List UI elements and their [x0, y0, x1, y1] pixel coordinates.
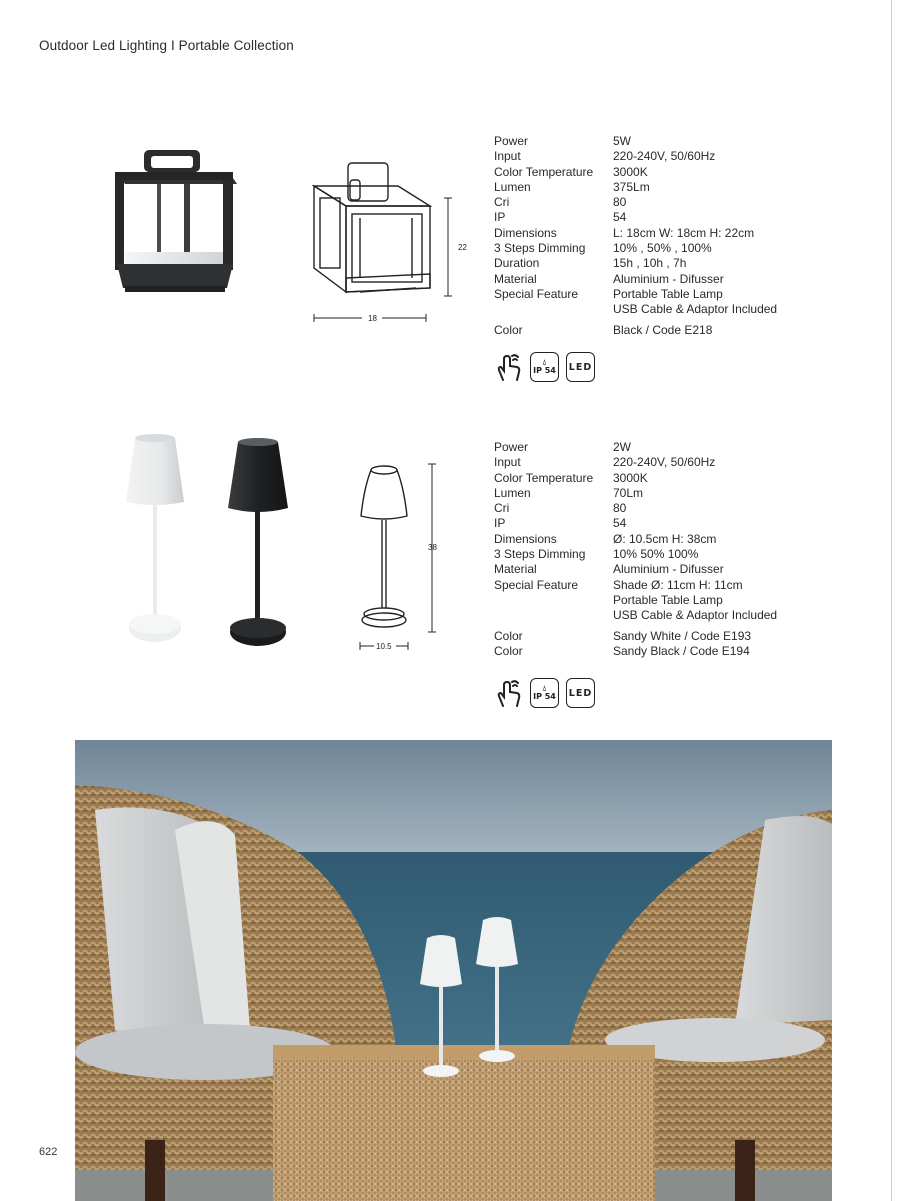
table-lamp-feature-badges — [494, 678, 595, 708]
spec-row — [494, 226, 814, 241]
spec-label: Lumen — [494, 485, 531, 500]
spec-label: Material — [494, 562, 537, 577]
spec-label: Color — [494, 322, 523, 337]
spec-label: Input — [494, 455, 521, 470]
spec-row — [494, 440, 814, 455]
spec-value: 5W — [613, 134, 631, 148]
spec-value: 10% , 50% , 100% — [613, 241, 712, 256]
lantern-photo — [97, 140, 255, 300]
spec-value: 54 — [613, 210, 627, 225]
spec-row — [494, 256, 814, 271]
spec-row — [494, 562, 814, 577]
lantern-height-label: 22 — [458, 243, 467, 252]
spec-label: IP — [494, 516, 506, 531]
lantern-feature-badges — [494, 352, 595, 382]
spec-value: 80 — [613, 501, 627, 516]
page-edge-rule — [891, 0, 892, 1201]
spec-label: Cri — [494, 195, 510, 210]
spec-value: 3000K — [613, 470, 648, 485]
spec-value: Shade Ø: 11cm H: 11cm — [613, 577, 743, 592]
spec-row — [494, 644, 814, 659]
ip-rating-label: IP 54 — [533, 366, 556, 375]
spec-row — [494, 195, 814, 210]
spec-value: Sandy Black / Code E194 — [613, 643, 750, 658]
spec-value: 3000K — [613, 164, 648, 179]
spec-row — [494, 165, 814, 180]
spec-label: 3 Steps Dimming — [494, 241, 586, 256]
spec-row — [494, 149, 814, 164]
touch-dimmer-icon — [494, 352, 523, 382]
led-badge: LED — [566, 352, 595, 382]
spec-label: Cri — [494, 501, 510, 516]
spec-value: 70Lm — [613, 485, 644, 500]
spec-row — [494, 578, 814, 593]
spec-label: Duration — [494, 256, 540, 271]
spec-label — [494, 593, 613, 608]
spec-value: USB Cable & Adaptor Included — [613, 302, 778, 317]
spec-value: Sandy White / Code E193 — [613, 628, 752, 643]
spec-label: IP — [494, 210, 506, 225]
spec-row — [494, 302, 814, 317]
spec-value: USB Cable & Adaptor Included — [613, 608, 778, 623]
spec-label — [494, 302, 613, 317]
spec-value: 54 — [613, 516, 627, 531]
spec-row — [494, 629, 814, 644]
spec-row — [494, 501, 814, 516]
spec-label — [494, 608, 613, 623]
spec-label: Dimensions — [494, 225, 557, 240]
spec-label: Power — [494, 134, 529, 148]
spec-value: Ø: 10.5cm H: 38cm — [613, 531, 717, 546]
spec-value: Aluminium - Difusser — [613, 271, 724, 286]
spec-row — [494, 593, 814, 608]
spec-row — [494, 134, 814, 149]
spec-row — [494, 455, 814, 470]
spec-label: Input — [494, 149, 521, 164]
ip-rating-label: IP 54 — [533, 692, 556, 701]
spec-value: Portable Table Lamp — [613, 592, 723, 607]
ip54-badge — [530, 352, 559, 382]
spec-label: Special Feature — [494, 286, 579, 301]
spec-label: Color Temperature — [494, 470, 594, 485]
water-drop-icon: 💧︎ — [542, 358, 547, 367]
spec-row — [494, 241, 814, 256]
spec-label: Material — [494, 271, 537, 286]
lantern-dimension-drawing — [300, 158, 470, 328]
spec-value: Portable Table Lamp — [613, 286, 723, 301]
spec-value: 15h , 10h , 7h — [613, 256, 687, 271]
spec-value: Aluminium - Difusser — [613, 562, 724, 577]
spec-label: Lumen — [494, 179, 531, 194]
spec-row — [494, 323, 814, 338]
lantern-spec-list — [494, 134, 814, 338]
table-lamp-spec-list — [494, 440, 814, 659]
spec-row — [494, 486, 814, 501]
spec-row — [494, 532, 814, 547]
spec-label: Color — [494, 628, 523, 643]
spec-label: Color Temperature — [494, 164, 594, 179]
page-header: Outdoor Led Lighting I Portable Collection — [39, 38, 294, 53]
table-lamp-dimension-drawing — [350, 458, 450, 654]
page-number: 622 — [39, 1146, 58, 1158]
spec-label: 3 Steps Dimming — [494, 547, 586, 562]
spec-row — [494, 547, 814, 562]
spec-value: 220-240V, 50/60Hz — [613, 149, 716, 164]
spec-row — [494, 180, 814, 195]
spec-row — [494, 608, 814, 623]
spec-value: 80 — [613, 195, 627, 210]
spec-row — [494, 210, 814, 225]
spec-value: 375Lm — [613, 179, 650, 194]
spec-label: Dimensions — [494, 531, 557, 546]
spec-value: L: 18cm W: 18cm H: 22cm — [613, 225, 755, 240]
table-lamp-height-label: 38 — [428, 543, 437, 552]
spec-row — [494, 471, 814, 486]
led-badge: LED — [566, 678, 595, 708]
spec-row — [494, 287, 814, 302]
spec-value: 10% 50% 100% — [613, 547, 699, 562]
spec-value: 220-240V, 50/60Hz — [613, 455, 716, 470]
spec-value: Black / Code E218 — [613, 322, 713, 337]
spec-label: Color — [494, 643, 523, 658]
spec-label: Special Feature — [494, 577, 579, 592]
spec-row — [494, 272, 814, 287]
spec-value: 2W — [613, 440, 631, 454]
table-lamp-width-label: 10.5 — [376, 642, 392, 651]
table-lamp-photo — [112, 428, 302, 656]
lifestyle-scene-photo — [75, 740, 832, 1201]
ip54-badge — [530, 678, 559, 708]
spec-row — [494, 516, 814, 531]
spec-label: Power — [494, 440, 529, 454]
lantern-width-label: 18 — [368, 314, 377, 323]
water-drop-icon: 💧︎ — [542, 684, 547, 693]
touch-dimmer-icon — [494, 678, 523, 708]
